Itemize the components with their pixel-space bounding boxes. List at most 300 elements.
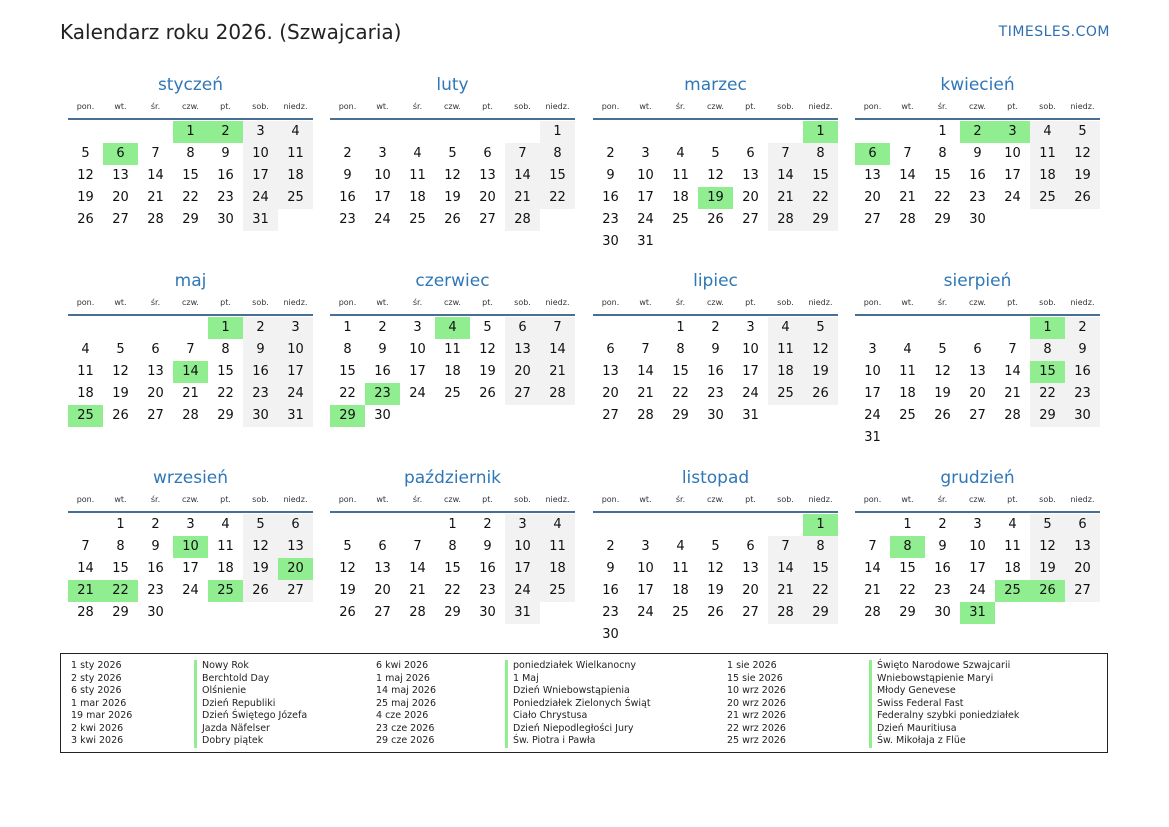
empty-cell — [855, 317, 890, 339]
weekday-header — [855, 96, 1100, 120]
week-row — [330, 209, 575, 231]
day-cell: 29 — [444, 605, 461, 620]
day-cell: 22 — [182, 190, 199, 205]
day-cell: 11 — [409, 168, 426, 183]
holiday-date: 6 kwi 2026 — [376, 660, 429, 671]
day-cell: 2 — [938, 517, 947, 532]
week-row — [330, 558, 575, 580]
week-row — [330, 187, 575, 209]
day-cell: 29 — [803, 209, 838, 231]
day-cell: 2 — [483, 517, 492, 532]
day-cell: 2 — [243, 317, 278, 339]
day-cell: 29 — [112, 605, 129, 620]
day-cell: 20 — [112, 190, 129, 205]
week-row — [593, 602, 838, 624]
weekday-label: śr. — [412, 495, 423, 504]
empty-cell — [400, 405, 435, 427]
day-cell: 4 — [221, 517, 230, 532]
day-cell: 27 — [1065, 580, 1100, 602]
empty-cell — [663, 231, 698, 253]
holiday-name: Swiss Federal Fast — [877, 697, 964, 709]
weekday-label: śr. — [675, 495, 686, 504]
week-row — [330, 514, 575, 536]
day-cell: 10 — [374, 168, 391, 183]
day-cell: 23 — [243, 383, 278, 405]
day-cell: 6 — [746, 539, 755, 554]
holiday-day-cell: 22 — [103, 580, 138, 602]
weekday-label: niedz. — [1070, 298, 1095, 307]
day-cell: 2 — [1065, 317, 1100, 339]
day-cell: 18 — [899, 386, 916, 401]
day-cell: 28 — [768, 602, 803, 624]
month-3 — [855, 74, 1100, 231]
day-cell: 14 — [540, 339, 575, 361]
day-cell: 21 — [147, 190, 164, 205]
day-cell: 17 — [637, 190, 654, 205]
page-title: Kalendarz roku 2026. (Szwajcaria) — [60, 20, 402, 44]
holiday-name: Św. Mikołaja z Flüe — [877, 735, 966, 746]
day-cell: 7 — [186, 342, 195, 357]
holiday-date: 3 kwi 2026 — [71, 735, 124, 746]
empty-cell — [505, 405, 540, 427]
empty-cell — [173, 317, 208, 339]
day-cell: 9 — [483, 539, 492, 554]
holiday-day-cell: 8 — [890, 536, 925, 558]
month-name: sierpień — [943, 271, 1012, 291]
week-row — [330, 383, 575, 405]
day-cell: 17 — [864, 386, 881, 401]
day-cell: 26 — [339, 605, 356, 620]
holiday-day-cell: 4 — [435, 317, 470, 339]
day-cell: 15 — [803, 558, 838, 580]
day-cell: 20 — [374, 583, 391, 598]
day-cell: 9 — [343, 168, 352, 183]
week-row — [593, 536, 838, 558]
empty-cell — [733, 121, 768, 143]
week-row — [855, 558, 1100, 580]
empty-cell — [628, 121, 663, 143]
day-cell: 13 — [479, 168, 496, 183]
week-row — [855, 339, 1100, 361]
day-cell: 6 — [606, 342, 615, 357]
empty-cell — [593, 121, 628, 143]
day-cell: 23 — [1065, 383, 1100, 405]
weekday-label: wt. — [376, 298, 389, 307]
day-cell: 24 — [409, 386, 426, 401]
weekday-header — [330, 292, 575, 316]
day-cell: 4 — [1008, 517, 1017, 532]
day-cell: 30 — [374, 408, 391, 423]
empty-cell — [435, 121, 470, 143]
day-cell: 28 — [505, 209, 540, 231]
day-cell: 15 — [934, 168, 951, 183]
holiday-day-cell: 25 — [208, 580, 243, 602]
day-cell: 28 — [864, 605, 881, 620]
day-cell: 1 — [903, 517, 912, 532]
weekday-label: wt. — [639, 102, 652, 111]
empty-cell — [663, 121, 698, 143]
day-cell: 17 — [1004, 168, 1021, 183]
day-cell: 3 — [868, 342, 877, 357]
month-name: grudzień — [940, 468, 1015, 488]
day-cell: 24 — [969, 583, 986, 598]
empty-cell — [890, 317, 925, 339]
day-cell: 3 — [641, 539, 650, 554]
day-cell: 20 — [864, 190, 881, 205]
week-row — [593, 165, 838, 187]
day-cell: 27 — [147, 408, 164, 423]
holiday-name: Dobry piątek — [202, 735, 264, 746]
day-cell: 16 — [934, 561, 951, 576]
day-cell: 19 — [112, 386, 129, 401]
day-cell: 25 — [409, 212, 426, 227]
empty-cell — [960, 317, 995, 339]
day-cell: 8 — [186, 146, 195, 161]
weekday-label: czw. — [969, 495, 986, 504]
holiday-names-column — [194, 660, 307, 748]
holiday-name: Dzień Świętego Józefa — [202, 710, 308, 721]
day-cell: 3 — [278, 317, 313, 339]
day-cell: 13 — [505, 339, 540, 361]
day-cell: 29 — [934, 212, 951, 227]
day-cell: 5 — [938, 342, 947, 357]
empty-cell — [925, 427, 960, 449]
day-cell: 27 — [742, 212, 759, 227]
week-row — [855, 536, 1100, 558]
week-row — [68, 317, 313, 339]
day-cell: 1 — [938, 124, 947, 139]
day-cell: 11 — [540, 536, 575, 558]
day-cell: 7 — [505, 143, 540, 165]
weekday-label: niedz. — [1070, 102, 1095, 111]
weekday-label: pon. — [76, 298, 95, 307]
empty-cell — [855, 514, 890, 536]
weekday-label: czw. — [707, 298, 724, 307]
day-cell: 30 — [969, 212, 986, 227]
day-cell: 17 — [969, 561, 986, 576]
week-row — [68, 339, 313, 361]
week-row — [330, 405, 575, 427]
weekday-header — [330, 489, 575, 513]
day-cell: 30 — [707, 408, 724, 423]
empty-cell — [278, 602, 313, 624]
day-cell: 18 — [278, 165, 313, 187]
day-cell: 19 — [339, 583, 356, 598]
weekday-header — [855, 489, 1100, 513]
empty-cell — [1065, 602, 1100, 624]
day-cell: 3 — [505, 514, 540, 536]
holiday-name: Dzień Mauritiusa — [877, 722, 957, 734]
day-cell: 7 — [1008, 342, 1017, 357]
empty-cell — [173, 602, 208, 624]
month-1 — [330, 74, 575, 231]
weekday-label: pt. — [482, 495, 493, 504]
empty-cell — [995, 209, 1030, 231]
day-cell: 15 — [803, 165, 838, 187]
empty-cell — [698, 231, 733, 253]
empty-cell — [663, 624, 698, 646]
day-cell: 24 — [278, 383, 313, 405]
empty-cell — [400, 514, 435, 536]
weekday-label: pon. — [601, 102, 620, 111]
empty-cell — [925, 317, 960, 339]
weekday-label: niedz. — [545, 102, 570, 111]
holiday-day-cell: 29 — [330, 405, 365, 427]
day-cell: 22 — [934, 190, 951, 205]
week-row — [855, 143, 1100, 165]
day-cell: 6 — [378, 539, 387, 554]
day-cell: 13 — [278, 536, 313, 558]
day-cell: 7 — [540, 317, 575, 339]
day-cell: 2 — [606, 146, 615, 161]
week-row — [68, 187, 313, 209]
weekday-label: niedz. — [1070, 495, 1095, 504]
day-cell: 20 — [505, 361, 540, 383]
weekday-label: pt. — [745, 495, 756, 504]
day-cell: 17 — [637, 583, 654, 598]
day-cell: 27 — [479, 212, 496, 227]
day-cell: 20 — [742, 190, 759, 205]
month-11 — [855, 467, 1100, 624]
day-cell: 4 — [1030, 121, 1065, 143]
empty-cell — [593, 514, 628, 536]
day-cell: 10 — [969, 539, 986, 554]
week-row — [855, 514, 1100, 536]
week-row — [593, 624, 838, 646]
day-cell: 4 — [676, 146, 685, 161]
holiday-day-cell: 1 — [803, 121, 838, 143]
day-cell: 28 — [768, 209, 803, 231]
week-row — [855, 317, 1100, 339]
weekday-label: wt. — [114, 495, 127, 504]
day-cell: 12 — [707, 168, 724, 183]
weekday-label: pon. — [76, 102, 95, 111]
weekday-label: sob. — [514, 495, 531, 504]
day-cell: 25 — [278, 187, 313, 209]
day-cell: 23 — [339, 212, 356, 227]
day-cell: 18 — [768, 361, 803, 383]
day-cell: 30 — [602, 234, 619, 249]
day-cell: 14 — [637, 364, 654, 379]
day-cell: 11 — [444, 342, 461, 357]
day-cell: 8 — [803, 536, 838, 558]
month-0 — [68, 74, 313, 231]
holiday-date: 4 cze 2026 — [376, 710, 429, 721]
holiday-day-cell: 21 — [68, 580, 103, 602]
day-cell: 3 — [378, 146, 387, 161]
day-cell: 10 — [278, 339, 313, 361]
holiday-day-cell: 25 — [995, 580, 1030, 602]
day-cell: 1 — [116, 517, 125, 532]
day-cell: 14 — [768, 558, 803, 580]
holiday-name: Olśnienie — [202, 685, 247, 696]
day-cell: 10 — [243, 143, 278, 165]
weekday-label: niedz. — [283, 102, 308, 111]
day-cell: 19 — [444, 190, 461, 205]
day-cell: 4 — [540, 514, 575, 536]
weekday-label: pt. — [1007, 495, 1018, 504]
weekday-label: pt. — [482, 102, 493, 111]
day-cell: 24 — [182, 583, 199, 598]
day-cell: 28 — [637, 408, 654, 423]
day-cell: 14 — [409, 561, 426, 576]
day-cell: 22 — [339, 386, 356, 401]
week-row — [68, 361, 313, 383]
day-cell: 31 — [864, 430, 881, 445]
day-cell: 16 — [147, 561, 164, 576]
holiday-day-cell: 25 — [68, 405, 103, 427]
holiday-date: 22 wrz 2026 — [727, 722, 786, 734]
day-cell: 27 — [374, 605, 391, 620]
day-cell: 11 — [217, 539, 234, 554]
empty-cell — [995, 602, 1030, 624]
day-cell: 21 — [864, 583, 881, 598]
holiday-name: Dzień Republiki — [202, 697, 276, 709]
day-cell: 21 — [1004, 386, 1021, 401]
day-cell: 17 — [409, 364, 426, 379]
week-row — [593, 187, 838, 209]
day-cell: 11 — [672, 168, 689, 183]
holiday-day-cell: 15 — [1030, 361, 1065, 383]
week-row — [593, 361, 838, 383]
weekday-label: pt. — [1007, 102, 1018, 111]
empty-cell — [768, 624, 803, 646]
day-cell: 8 — [448, 539, 457, 554]
day-cell: 2 — [343, 146, 352, 161]
weekday-label: sob. — [514, 298, 531, 307]
week-row — [593, 405, 838, 427]
day-cell: 1 — [448, 517, 457, 532]
holiday-name: Wniebowstąpienie Maryi — [877, 672, 994, 684]
empty-cell — [68, 514, 103, 536]
day-cell: 27 — [112, 212, 129, 227]
holiday-day-cell: 6 — [103, 143, 138, 165]
empty-cell — [698, 514, 733, 536]
weekday-label: sob. — [1039, 495, 1056, 504]
day-cell: 16 — [969, 168, 986, 183]
day-cell: 28 — [182, 408, 199, 423]
weekday-header — [855, 292, 1100, 316]
day-cell: 16 — [374, 364, 391, 379]
day-cell: 13 — [374, 561, 391, 576]
empty-cell — [138, 121, 173, 143]
month-7 — [855, 270, 1100, 449]
day-cell: 15 — [540, 165, 575, 187]
holiday-date: 1 sty 2026 — [71, 660, 122, 671]
holiday-day-cell: 6 — [855, 143, 890, 165]
week-row — [593, 231, 838, 253]
weekday-label: śr. — [937, 495, 948, 504]
day-cell: 27 — [278, 580, 313, 602]
day-cell: 16 — [479, 561, 496, 576]
day-cell: 25 — [672, 605, 689, 620]
day-cell: 9 — [1065, 339, 1100, 361]
month-name: wrzesień — [152, 468, 229, 488]
holiday-day-cell: 31 — [960, 602, 995, 624]
day-cell: 4 — [903, 342, 912, 357]
empty-cell — [1030, 602, 1065, 624]
day-cell: 3 — [641, 146, 650, 161]
day-cell: 18 — [672, 583, 689, 598]
day-cell: 2 — [606, 539, 615, 554]
week-row — [855, 361, 1100, 383]
week-row — [855, 121, 1100, 143]
weekday-label: pon. — [863, 102, 882, 111]
weekday-label: śr. — [675, 298, 686, 307]
holiday-date: 25 wrz 2026 — [727, 735, 786, 746]
day-cell: 28 — [77, 605, 94, 620]
day-cell: 29 — [803, 602, 838, 624]
day-cell: 5 — [81, 146, 90, 161]
week-row — [68, 580, 313, 602]
day-cell: 13 — [742, 561, 759, 576]
weekday-label: czw. — [969, 298, 986, 307]
empty-cell — [855, 121, 890, 143]
day-cell: 26 — [707, 605, 724, 620]
day-cell: 14 — [505, 165, 540, 187]
day-cell: 8 — [116, 539, 125, 554]
day-cell: 28 — [540, 383, 575, 405]
empty-cell — [768, 231, 803, 253]
day-cell: 9 — [711, 342, 720, 357]
month-10 — [593, 467, 838, 646]
day-cell: 5 — [1030, 514, 1065, 536]
day-cell: 1 — [540, 121, 575, 143]
day-cell: 24 — [864, 408, 881, 423]
day-cell: 23 — [602, 212, 619, 227]
holiday-name: Poniedziałek Zielonych Świąt — [513, 697, 651, 709]
day-cell: 28 — [899, 212, 916, 227]
day-cell: 24 — [742, 386, 759, 401]
day-cell: 5 — [711, 146, 720, 161]
day-cell: 7 — [151, 146, 160, 161]
day-cell: 12 — [934, 364, 951, 379]
day-cell: 13 — [147, 364, 164, 379]
week-row — [68, 143, 313, 165]
day-cell: 20 — [742, 583, 759, 598]
holiday-date: 20 wrz 2026 — [727, 697, 786, 709]
day-cell: 8 — [221, 342, 230, 357]
weekday-label: sob. — [252, 102, 269, 111]
day-cell: 9 — [973, 146, 982, 161]
day-cell: 13 — [969, 364, 986, 379]
weekday-label: wt. — [114, 298, 127, 307]
empty-cell — [435, 405, 470, 427]
month-name: październik — [403, 468, 502, 488]
day-cell: 2 — [711, 320, 720, 335]
day-cell: 30 — [147, 605, 164, 620]
day-cell: 10 — [409, 342, 426, 357]
holiday-day-cell: 1 — [803, 514, 838, 536]
holiday-day-cell: 3 — [995, 121, 1030, 143]
brand-link[interactable]: TIMESLES.COM — [998, 24, 1110, 40]
day-cell: 3 — [186, 517, 195, 532]
weekday-label: pon. — [863, 495, 882, 504]
week-row — [855, 187, 1100, 209]
weekday-label: czw. — [444, 495, 461, 504]
holiday-date: 2 sty 2026 — [71, 672, 122, 684]
day-cell: 22 — [444, 583, 461, 598]
holiday-name: Św. Piotra i Pawła — [513, 735, 596, 746]
day-cell: 30 — [602, 627, 619, 642]
day-cell: 3 — [243, 121, 278, 143]
holiday-date: 10 wrz 2026 — [727, 685, 786, 696]
weekday-label: czw. — [969, 102, 986, 111]
day-cell: 16 — [602, 190, 619, 205]
month-4 — [68, 270, 313, 427]
holiday-name: Święto Narodowe Szwajcarii — [877, 660, 1011, 671]
day-cell: 9 — [938, 539, 947, 554]
